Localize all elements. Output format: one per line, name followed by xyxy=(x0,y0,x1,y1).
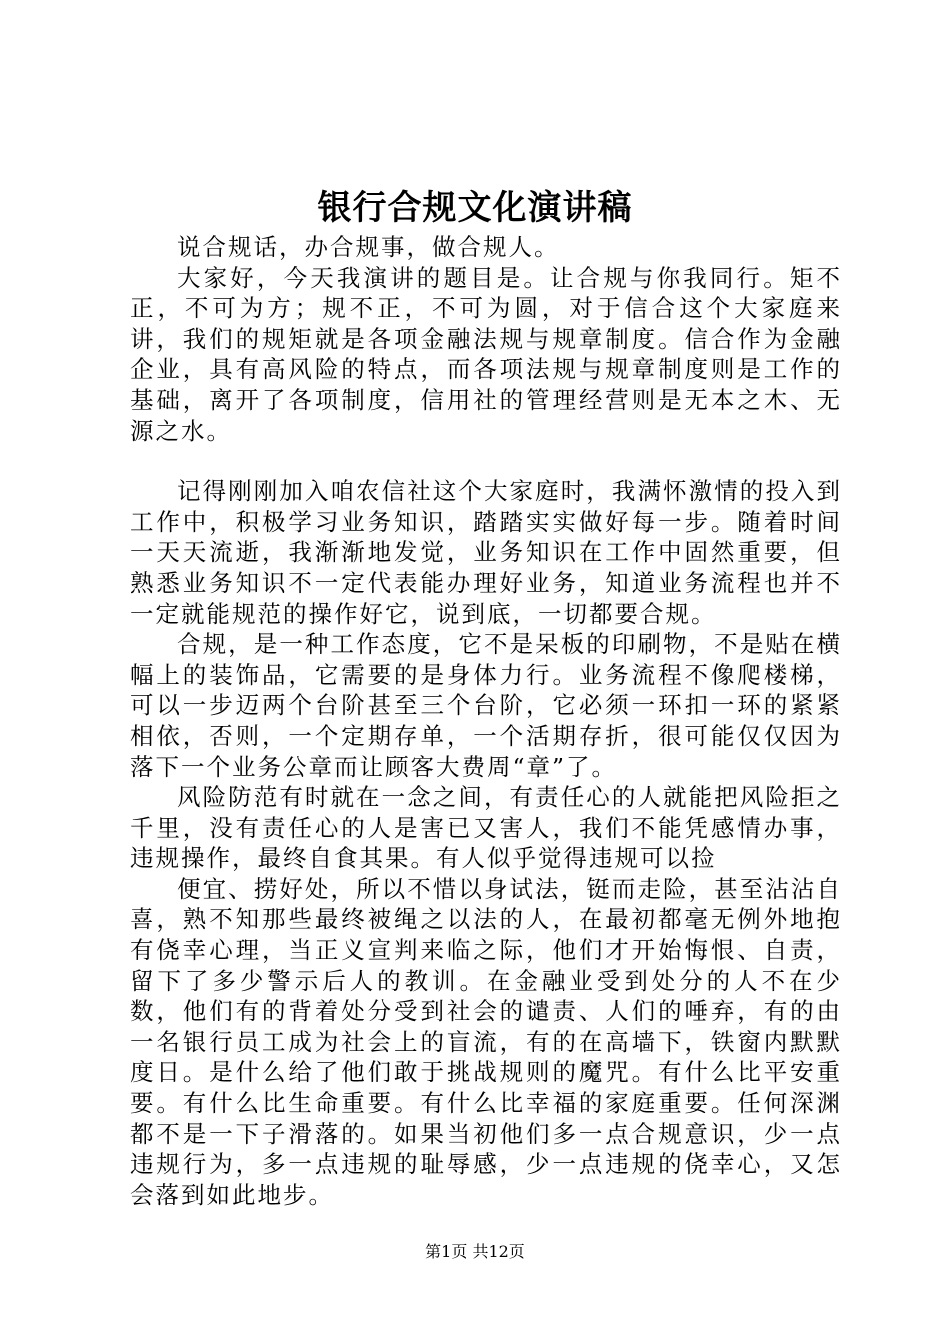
paragraph: 说合规话，办合规事，做合规人。 xyxy=(177,233,560,261)
paragraph: 大家好，今天我演讲的题目是。让合规与你我同行。矩不正，不可为方；规不正，不可为圆，对于信合这个大家庭来讲，我们的规矩就是各项金融法规与规章制度。信合作为金融企业，具有高风险的特点，而各项法规与规章制度则是工作的基础，离开了各项制度，信用社的管理经营则是无本之木、无源之水。 xyxy=(130,263,842,445)
document-body xyxy=(130,232,842,1210)
paragraph: 合规，是一种工作态度，它不是呆板的印刷物，不是贴在横幅上的装饰品，它需要的是身体力行。业务流程不像爬楼梯，可以一步迈两个台阶甚至三个台阶，它必须一环扣一环的紧紧相依，否则，一个定期存单，一个活期存折，很可能仅仅因为落下一个业务公章而让顾客大费周“章”了。 xyxy=(130,630,842,781)
paragraph: 风险防范有时就在一念之间，有责任心的人就能把风险拒之千里，没有责任心的人是害已又害人，我们不能凭感情办事，违规操作，最终自食其果。有人似乎觉得违规可以捡 xyxy=(130,783,842,873)
page-number-footer: 第1页 共12页 xyxy=(425,1242,525,1261)
paragraph: 记得刚刚加入咱农信社这个大家庭时，我满怀激情的投入到工作中，积极学习业务知识，踏踏实实做好每一步。随着时间一天天流逝，我渐渐地发觉，业务知识在工作中固然重要，但熟悉业务知识不一定代表能办理好业务，知道业务流程也并不一定就能规范的操作好它，说到底，一切都要合规。 xyxy=(130,477,842,628)
document-title: 银行合规文化演讲稿 xyxy=(317,188,633,228)
paragraph: 便宜、捞好处，所以不惜以身试法，铤而走险，甚至沾沾自喜，熟不知那些最终被绳之以法的人，在最初都毫无例外地抱有侥幸心理，当正义宣判来临之际，他们才开始悔恨、自责，留下了多少警示后人的教训。在金融业受到处分的人不在少数，他们有的背着处分受到社会的谴责、人们的唾弃，有的由一名银行员工成为社会上的盲流，有的在高墙下，铁窗内默默度日。是什么给了他们敢于挑战规则的魔咒。有什么比平安重要。有什么比生命重要。有什么比幸福的家庭重要。任何深渊都不是一下子滑落的。如果当初他们多一点合规意识，少一点违规行为，多一点违规的耻辱感，少一点违规的侥幸心，又怎会落到如此地步。 xyxy=(130,874,842,1209)
